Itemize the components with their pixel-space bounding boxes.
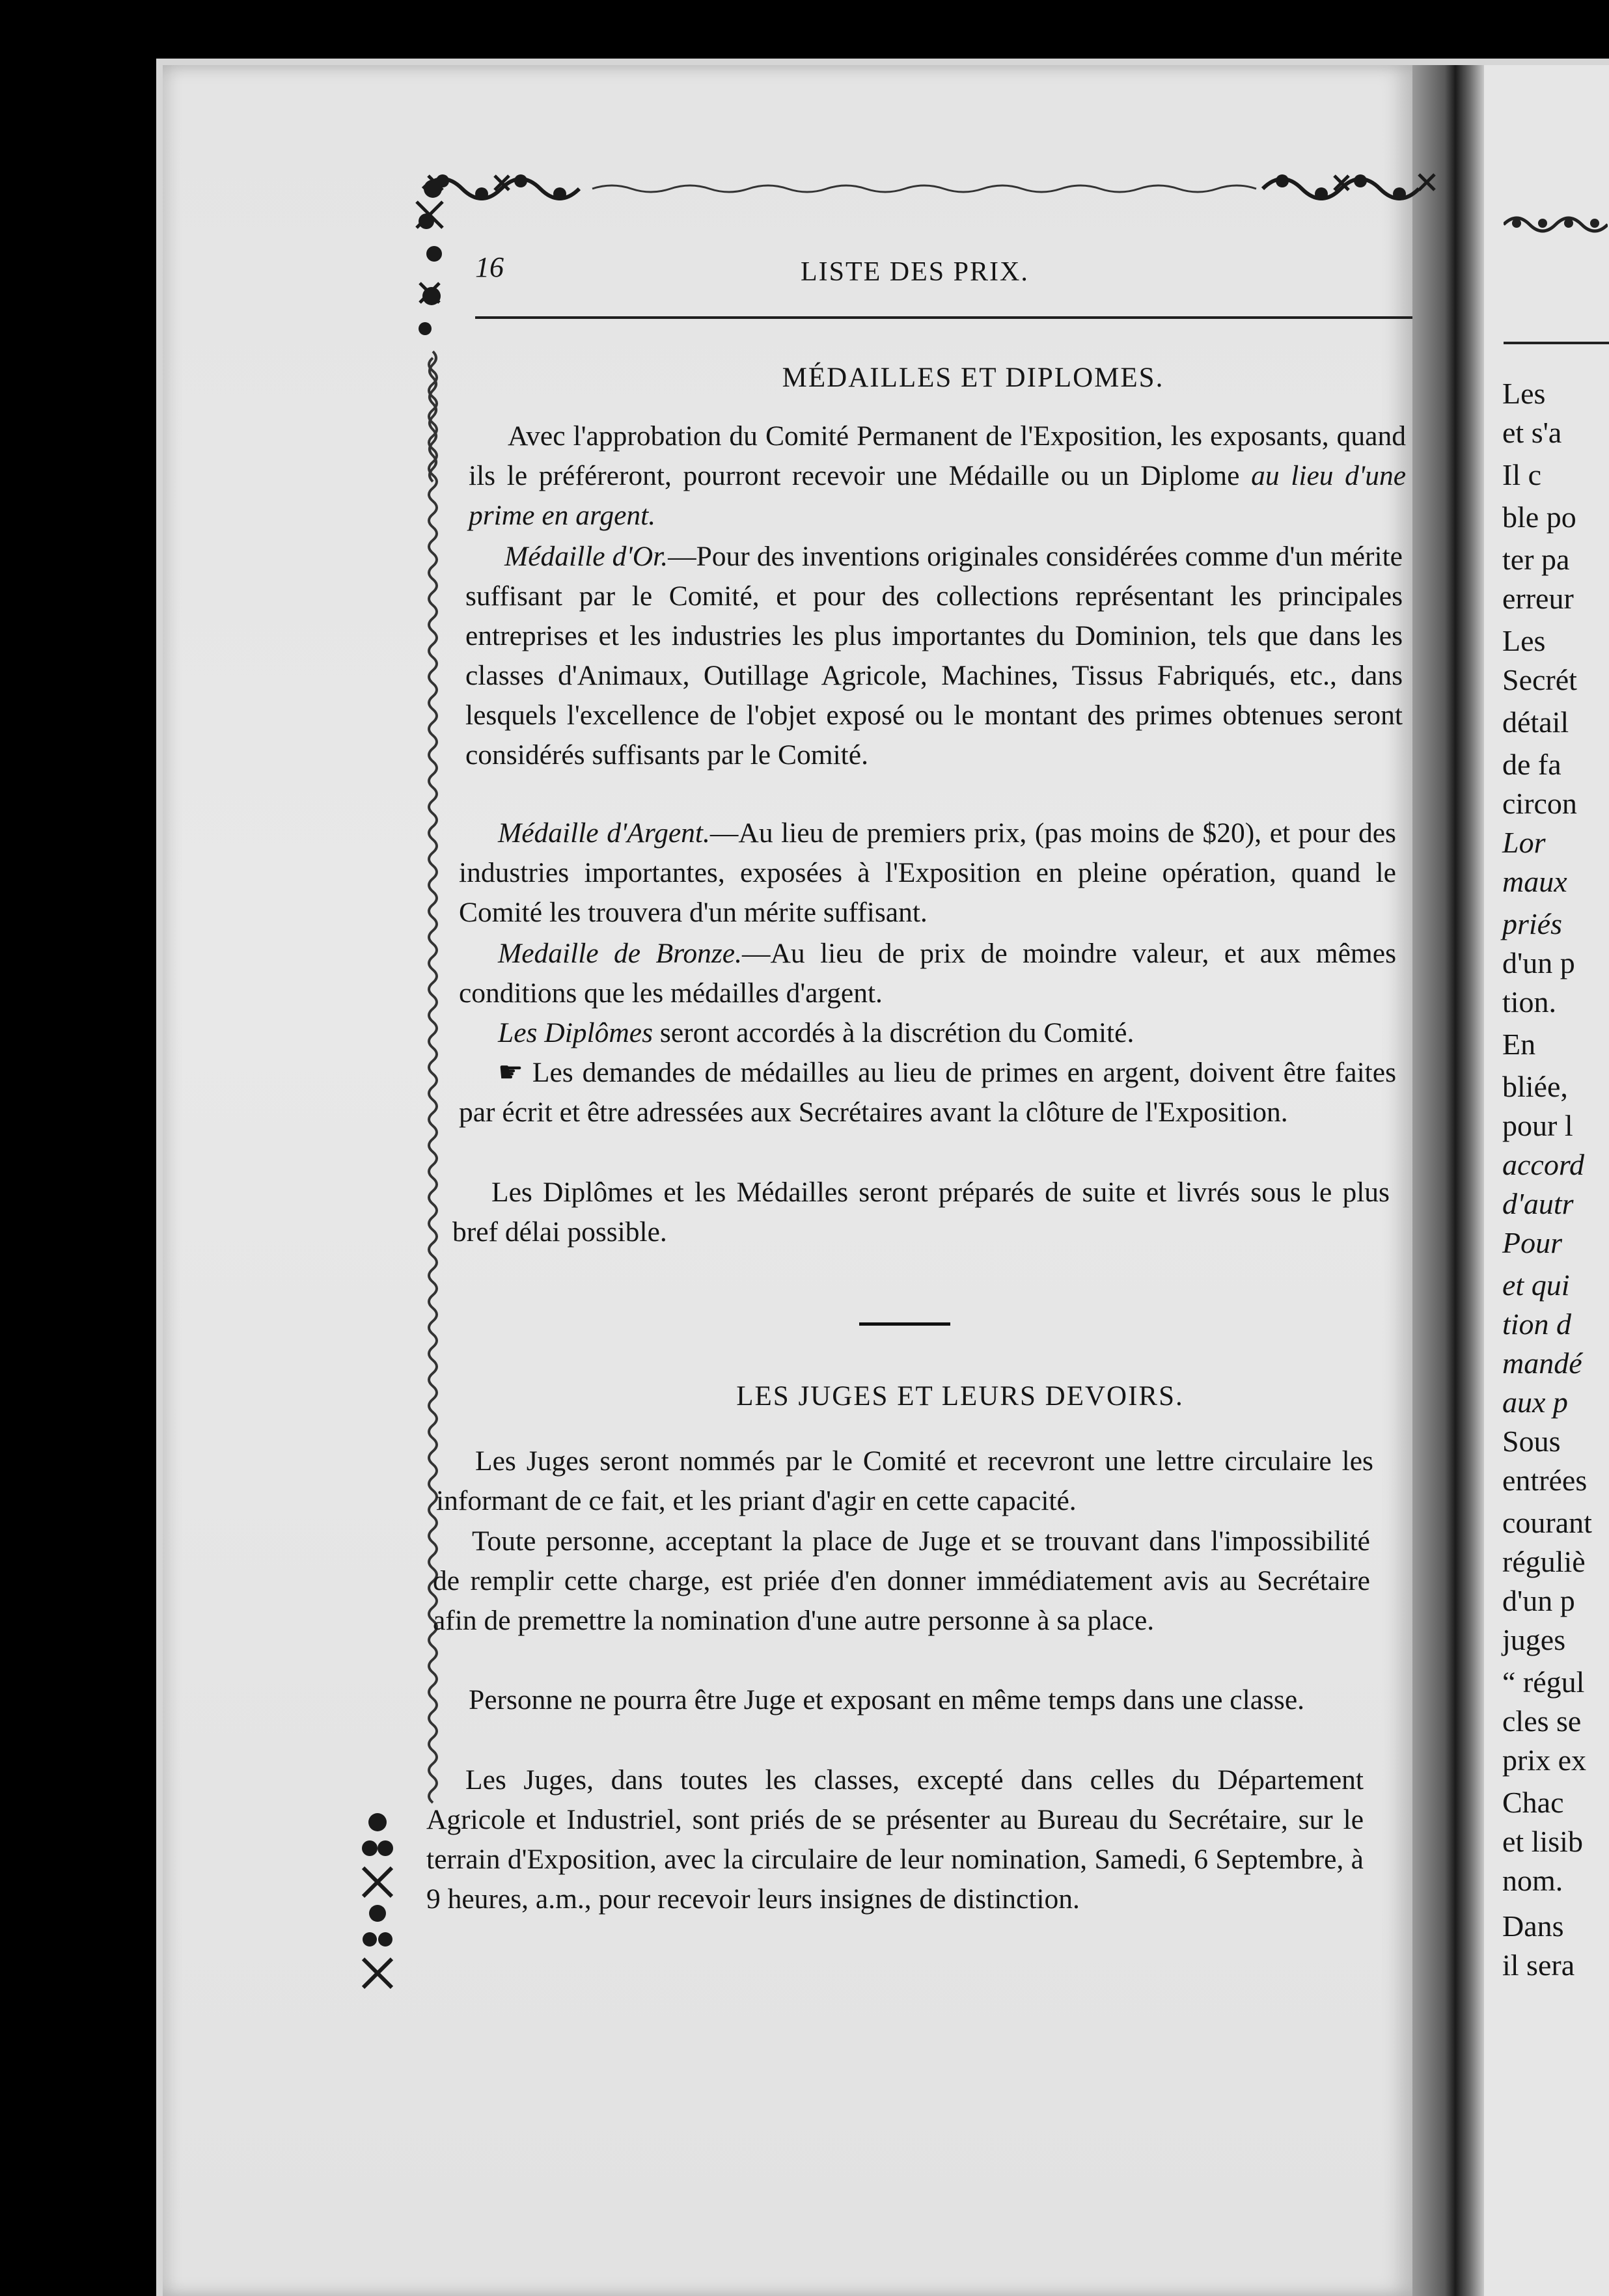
right-page-fragment: Secrét <box>1502 663 1577 696</box>
right-page-fragment: Sous <box>1502 1425 1561 1458</box>
right-page-fragment: Il c <box>1502 458 1542 491</box>
paragraph-juges-nommes <box>436 1442 1373 1521</box>
right-page-fragment: circon <box>1502 787 1577 820</box>
right-page-fragment: ter pa <box>1502 543 1570 576</box>
right-page-fragment: aux p <box>1502 1386 1568 1419</box>
floral-border-bottom-icon <box>351 1809 404 2004</box>
right-page-fragment: cles se <box>1502 1704 1582 1738</box>
floral-border-top-icon <box>417 163 1445 228</box>
right-page-fragment: d'un p <box>1502 946 1575 979</box>
right-page-fragment: Les <box>1502 377 1546 410</box>
right-page-fragment: détail <box>1502 705 1569 739</box>
right-page-fragment: accord <box>1502 1148 1585 1181</box>
right-page-fragment: Les <box>1502 624 1546 657</box>
paragraph-text: Les demandes de médailles au lieu de primes en argent, doivent être faites par écrit et être adressées aux Secrétaires avant la clôture de l'Exposition. <box>459 1057 1396 1128</box>
paragraph-text: —Pour des inventions originales considérées comme d'un mérite suffisant par le Comité, et pour des collections représentant les principales entreprises et les industries les plus importantes du Dominion, tels que dans les classes d'Animaux, Outillage Agricole, Machines, Tissus Fabriqués, etc., dans lesquels l'excellence de l'objet exposé ou le montant des primes obtenues seront considérés suffisants par le Comité. <box>465 541 1403 771</box>
right-page-fragment: d'un p <box>1502 1584 1575 1617</box>
paragraph-preparation <box>452 1173 1390 1252</box>
paragraph-label: Médaille d'Or. <box>504 541 668 572</box>
right-page-fragment: de fa <box>1502 748 1561 781</box>
right-page-fragment: Pour <box>1502 1226 1562 1259</box>
right-page-fragment: pour l <box>1502 1109 1573 1142</box>
right-page-fragment: ble po <box>1502 500 1576 534</box>
paragraph-text: seront accordés à la discrétion du Comité. <box>653 1017 1135 1048</box>
right-page-fragment: il sera <box>1502 1948 1575 1982</box>
right-page-fragment: bliée, <box>1502 1070 1568 1103</box>
section-title-medailles: MÉDAILLES ET DIPLOMES. <box>782 362 1164 393</box>
right-header-rule <box>1504 342 1609 344</box>
paragraph-text: Personne ne pourra être Juge et exposant en même temps dans une classe. <box>469 1684 1305 1715</box>
right-page-fragment: erreur <box>1502 582 1574 615</box>
paragraph <box>469 417 1406 536</box>
right-page-fragment: tion d <box>1502 1307 1572 1341</box>
paragraph-demandes <box>459 1053 1396 1132</box>
section-title-juges: LES JUGES ET LEURS DEVOIRS. <box>736 1381 1184 1412</box>
paragraph-personne <box>430 1680 1367 1720</box>
paragraph-toute-personne <box>433 1522 1370 1641</box>
paragraph-label: Medaille de Bronze. <box>498 938 742 969</box>
right-page-fragment: réguliè <box>1502 1545 1586 1578</box>
paragraph-text: Les Juges seront nommés par le Comité et recevront une lettre circulaire les informant de ce fait, et les priant d'agir en cette capacité. <box>436 1445 1373 1516</box>
paragraph-medaille-bronze <box>459 934 1396 1013</box>
right-page-fragment: nom. <box>1502 1864 1563 1897</box>
paragraph-medaille-argent <box>459 813 1396 933</box>
right-page-fragment: Dans <box>1502 1909 1564 1943</box>
right-page-fragment: Lor <box>1502 826 1546 859</box>
right-page-fragment: et qui <box>1502 1268 1570 1302</box>
paragraph-diplomes <box>459 1013 1396 1053</box>
paragraph-text: Avec l'approbation du Comité Permanent de l'Exposition, les exposants, quand ils le préféreront, pourront recevoir une Médaille ou un Diplome <box>469 420 1406 491</box>
paragraph-text: Les Juges, dans toutes les classes, excepté dans celles du Département Agricole et Industriel, sont priés de se présenter au Bureau du Secrétaire, sur le terrain d'Exposition, avec la circulaire de leur nomination, Samedi, 6 Septembre, à 9 heures, a.m., pour recevoir leurs insignes de distinction. <box>426 1764 1364 1915</box>
section-divider <box>859 1322 950 1326</box>
right-ornament-icon <box>1504 212 1608 234</box>
running-head: LISTE DES PRIX. <box>801 257 1029 287</box>
paragraph-text: —Au lieu de prix de moindre valeur, et aux mêmes conditions que les médailles d'argent. <box>459 938 1396 1009</box>
page-header <box>449 234 1412 286</box>
right-page-fragment: juges <box>1502 1623 1566 1656</box>
right-page-fragment: et s'a <box>1502 416 1562 449</box>
right-page-fragment: “ régul <box>1502 1665 1585 1699</box>
paragraph-italic: au lieu d'une prime en argent. <box>469 460 1407 531</box>
right-page-fragment: prix ex <box>1502 1743 1587 1777</box>
pointing-hand-icon: ☛ <box>498 1057 523 1088</box>
right-page-fragment: Chac <box>1502 1786 1564 1819</box>
right-page-fragment: entrées <box>1502 1464 1588 1497</box>
paragraph-text: Toute personne, acceptant la place de Juge et se trouvant dans l'impossibilité de remplir cette charge, est priée d'en donner immédiatement avis au Secrétaire afin de premettre la nomination d'une autre personne à sa place. <box>433 1525 1370 1636</box>
right-page-fragment: courant <box>1502 1506 1592 1539</box>
right-page-fragment: En <box>1502 1028 1536 1061</box>
paragraph-les-juges <box>426 1760 1364 1919</box>
right-page-fragment: d'autr <box>1502 1187 1574 1220</box>
right-page-fragment: maux <box>1502 865 1567 898</box>
page-number: 16 <box>475 251 504 283</box>
paragraph-label: Médaille d'Argent. <box>498 817 710 849</box>
paragraph-label: Les Diplômes <box>498 1017 653 1048</box>
header-rule <box>475 316 1412 319</box>
paragraph-medaille-or <box>465 537 1403 775</box>
right-page-fragment: mandé <box>1502 1346 1582 1380</box>
book-gutter <box>1412 65 1484 2296</box>
right-page-fragment: priés <box>1502 907 1562 940</box>
right-page-fragment: et lisib <box>1502 1825 1583 1858</box>
paragraph-text: —Au lieu de premiers prix, (pas moins de $20), et pour des industries importantes, exposées à l'Exposition en pleine opération, quand le Comité les trouvera d'un mérite suffisant. <box>459 817 1396 928</box>
right-page <box>1484 65 1609 2296</box>
right-page-fragment: tion. <box>1502 985 1557 1018</box>
paragraph-text: Les Diplômes et les Médailles seront préparés de suite et livrés sous le plus bref délai possible. <box>452 1177 1390 1248</box>
